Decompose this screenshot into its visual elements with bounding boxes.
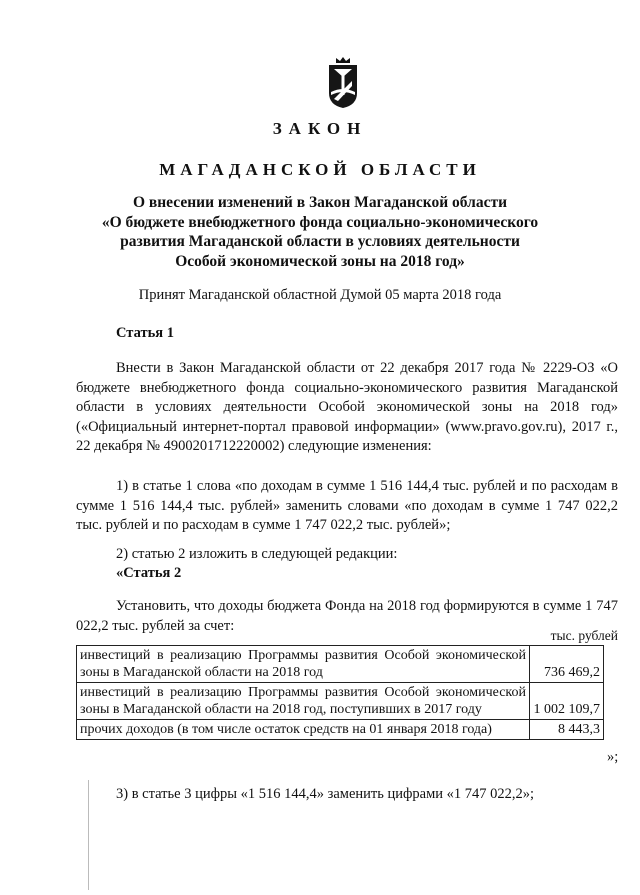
- quoted-article-heading: «Статья 2: [116, 565, 182, 581]
- amendment-item-1: 1) в статье 1 слова «по доходам в сумме 1 516 144,4 тыс. рублей и по расходам в сумме 1 516 144,4 тыс. рублей» заменить словами «по доходам в сумме 1 747 022,2 тыс. рублей и по расходам в сумме 1 747 022,2 тыс. рублей»;: [76, 478, 618, 533]
- region-title: МАГАДАНСКОЙ ОБЛАСТИ: [159, 160, 481, 179]
- article-1-heading: Статья 1: [116, 325, 174, 341]
- law-title: ЗАКОН: [272, 119, 368, 138]
- table-closing-quote: »;: [607, 749, 619, 765]
- table-cell-description: инвестиций в реализацию Программы развития Особой экономической зоны в Магаданской области на 2018 год: [77, 646, 530, 683]
- table-cell-amount: 1 002 109,7: [530, 683, 604, 720]
- law-subject: [60, 193, 580, 271]
- table-cell-description: инвестиций в реализацию Программы развития Особой экономической зоны в Магаданской области на 2018 год, поступивших в 2017 году: [77, 683, 530, 720]
- amendment-item-2: 2) статью 2 изложить в следующей редакции:: [116, 546, 398, 562]
- table-cell-amount: 736 469,2: [530, 646, 604, 683]
- table-row: [77, 646, 604, 683]
- revenue-table: [76, 645, 604, 740]
- amendment-item-3: 3) в статье 3 цифры «1 516 144,4» заменить цифрами «1 747 022,2»;: [116, 786, 535, 802]
- units-label: тыс. рублей: [550, 628, 618, 643]
- subject-line: Особой экономической зоны на 2018 год»: [175, 252, 465, 270]
- subject-line: «О бюджете внебюджетного фонда социально-экономического: [101, 213, 539, 231]
- quoted-article-text: Установить, что доходы бюджета Фонда на 2018 год формируются в сумме 1 747 022,2 тыс. рублей за счет:: [76, 598, 618, 634]
- subject-line: развития Магаданской области в условиях деятельности: [120, 233, 520, 250]
- scan-margin-line: [88, 780, 89, 890]
- subject-line: О внесении изменений в Закон Магаданской области: [132, 194, 508, 211]
- adoption-line: Принят Магаданской областной Думой 05 марта 2018 года: [138, 287, 502, 303]
- table-row: [77, 683, 604, 720]
- article-1-intro: Внести в Закон Магаданской области от 22 декабря 2017 года № 2229-ОЗ «О бюджете внебюджетного фонда социально-экономического развития Магаданской области в условиях деятельности Особой экономической зоны на 2018 год» («Официальный интернет-портал правовой информации» (www.pravo.gov.ru), 2017 г., 22 декабря № 4900201712220002) следующие изменения:: [76, 360, 618, 454]
- table-cell-description: прочих доходов (в том числе остаток средств на 01 января 2018 года): [77, 720, 530, 740]
- table-row: [77, 720, 604, 740]
- coat-of-arms-icon: [326, 55, 360, 109]
- table-cell-amount: 8 443,3: [530, 720, 604, 740]
